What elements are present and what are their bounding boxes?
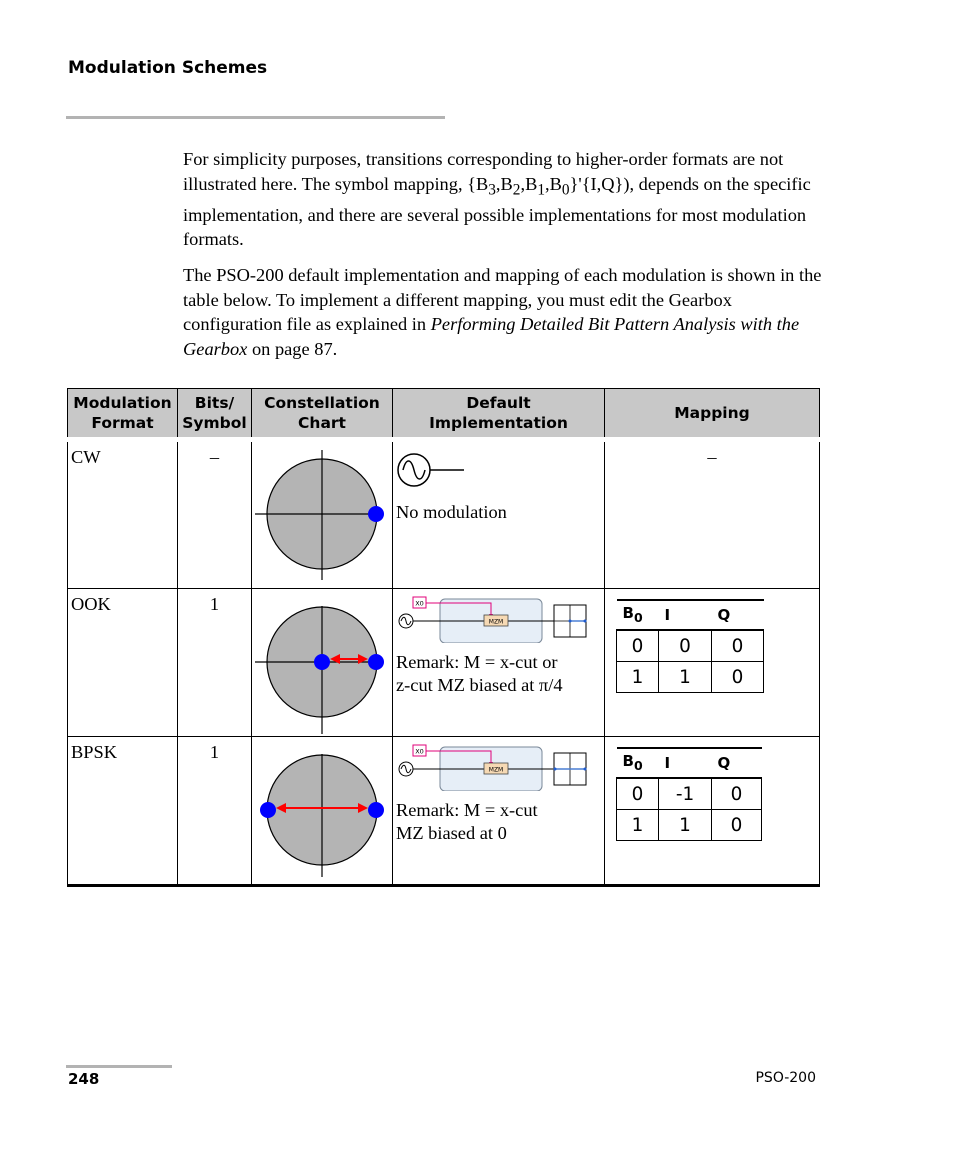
mapping-cell: – — [605, 440, 820, 589]
paragraph-2: The PSO-200 default implementation and mapping of each modulation is shown in the table below. To implement a different mapping, you must edit the Gearbox configuration file as explained in Performing Detailed Bit Pattern Analysis with the Gearbox on page 87. — [183, 265, 822, 359]
map-header-b: $B_0$ — [617, 748, 659, 778]
table-row: 1 1 0 — [617, 662, 764, 693]
map-header-i: I — [659, 748, 712, 778]
mapping-cell — [605, 737, 820, 886]
implementation-text: No modulation — [396, 502, 507, 522]
section-title: Modulation Schemes — [68, 58, 268, 78]
remark: Remark: M = x-cut or z-cut MZ biased at π/4 — [396, 652, 563, 695]
page-number: 248 — [68, 1070, 100, 1088]
bits-cell: 1 — [178, 737, 252, 886]
footer-divider — [66, 1065, 172, 1068]
constellation-chart-ook — [252, 589, 392, 736]
format-cell: CW — [68, 440, 178, 589]
header-implementation: Default Implementation — [393, 389, 605, 440]
table-row — [68, 589, 820, 737]
bits-cell: – — [178, 440, 252, 589]
map-header-q: Q — [712, 600, 764, 630]
header-mapping: Mapping — [605, 389, 820, 440]
mapping-table — [616, 747, 762, 841]
constellation-chart-bpsk — [252, 737, 392, 884]
implementation-cell — [393, 737, 605, 886]
table-row: 0 0 0 — [617, 630, 764, 662]
svg-text:X0: X0 — [415, 747, 424, 756]
map-header-b: $B_0$ — [617, 600, 659, 630]
svg-text:MZM: MZM — [488, 618, 504, 626]
cross-reference-link[interactable]: Performing Detailed Bit Pattern Analysis with the Gearbox — [183, 314, 800, 359]
header-format: Modulation Format — [68, 389, 178, 440]
constellation-point — [368, 802, 384, 818]
table-row: 1 1 0 — [617, 810, 762, 841]
constellation-cell — [252, 440, 393, 589]
constellation-point — [368, 506, 384, 522]
sine-source-icon — [396, 450, 476, 490]
table-row: 0 -1 0 — [617, 778, 762, 810]
constellation-point — [368, 654, 384, 670]
table-row — [68, 737, 820, 886]
map-header-q: Q — [712, 748, 762, 778]
svg-text:X0: X0 — [415, 599, 424, 608]
svg-text:MZM: MZM — [488, 766, 504, 774]
product-name: PSO-200 — [755, 1070, 816, 1086]
implementation-cell — [393, 440, 605, 589]
constellation-point — [260, 802, 276, 818]
table-row — [68, 440, 820, 589]
modulator-diagram — [396, 595, 596, 643]
constellation-cell — [252, 589, 393, 737]
implementation-cell — [393, 589, 605, 737]
header-constellation: Constellation Chart — [252, 389, 393, 440]
remark: Remark: M = x-cut MZ biased at 0 — [396, 800, 538, 843]
constellation-cell — [252, 737, 393, 886]
modulator-diagram — [396, 743, 596, 791]
format-cell: BPSK — [68, 737, 178, 886]
bits-cell: 1 — [178, 589, 252, 737]
constellation-chart-cw — [252, 442, 392, 588]
mapping-cell — [605, 589, 820, 737]
modulation-table — [67, 388, 820, 887]
header-bits: Bits/ Symbol — [178, 389, 252, 440]
header-divider — [66, 116, 445, 119]
format-cell: OOK — [68, 589, 178, 737]
body-text — [183, 147, 823, 372]
mapping-table — [616, 599, 764, 693]
constellation-point — [314, 654, 330, 670]
map-header-i: I — [659, 600, 712, 630]
paragraph-1: For simplicity purposes, transitions corresponding to higher-order formats are not illustrated here. The symbol mapping, $\{B_3,B_2,B_1,B_0\}'\{I,Q\}$), depends on the specific implementation, and there are several possible implementations for most modulation formats. — [183, 149, 811, 250]
